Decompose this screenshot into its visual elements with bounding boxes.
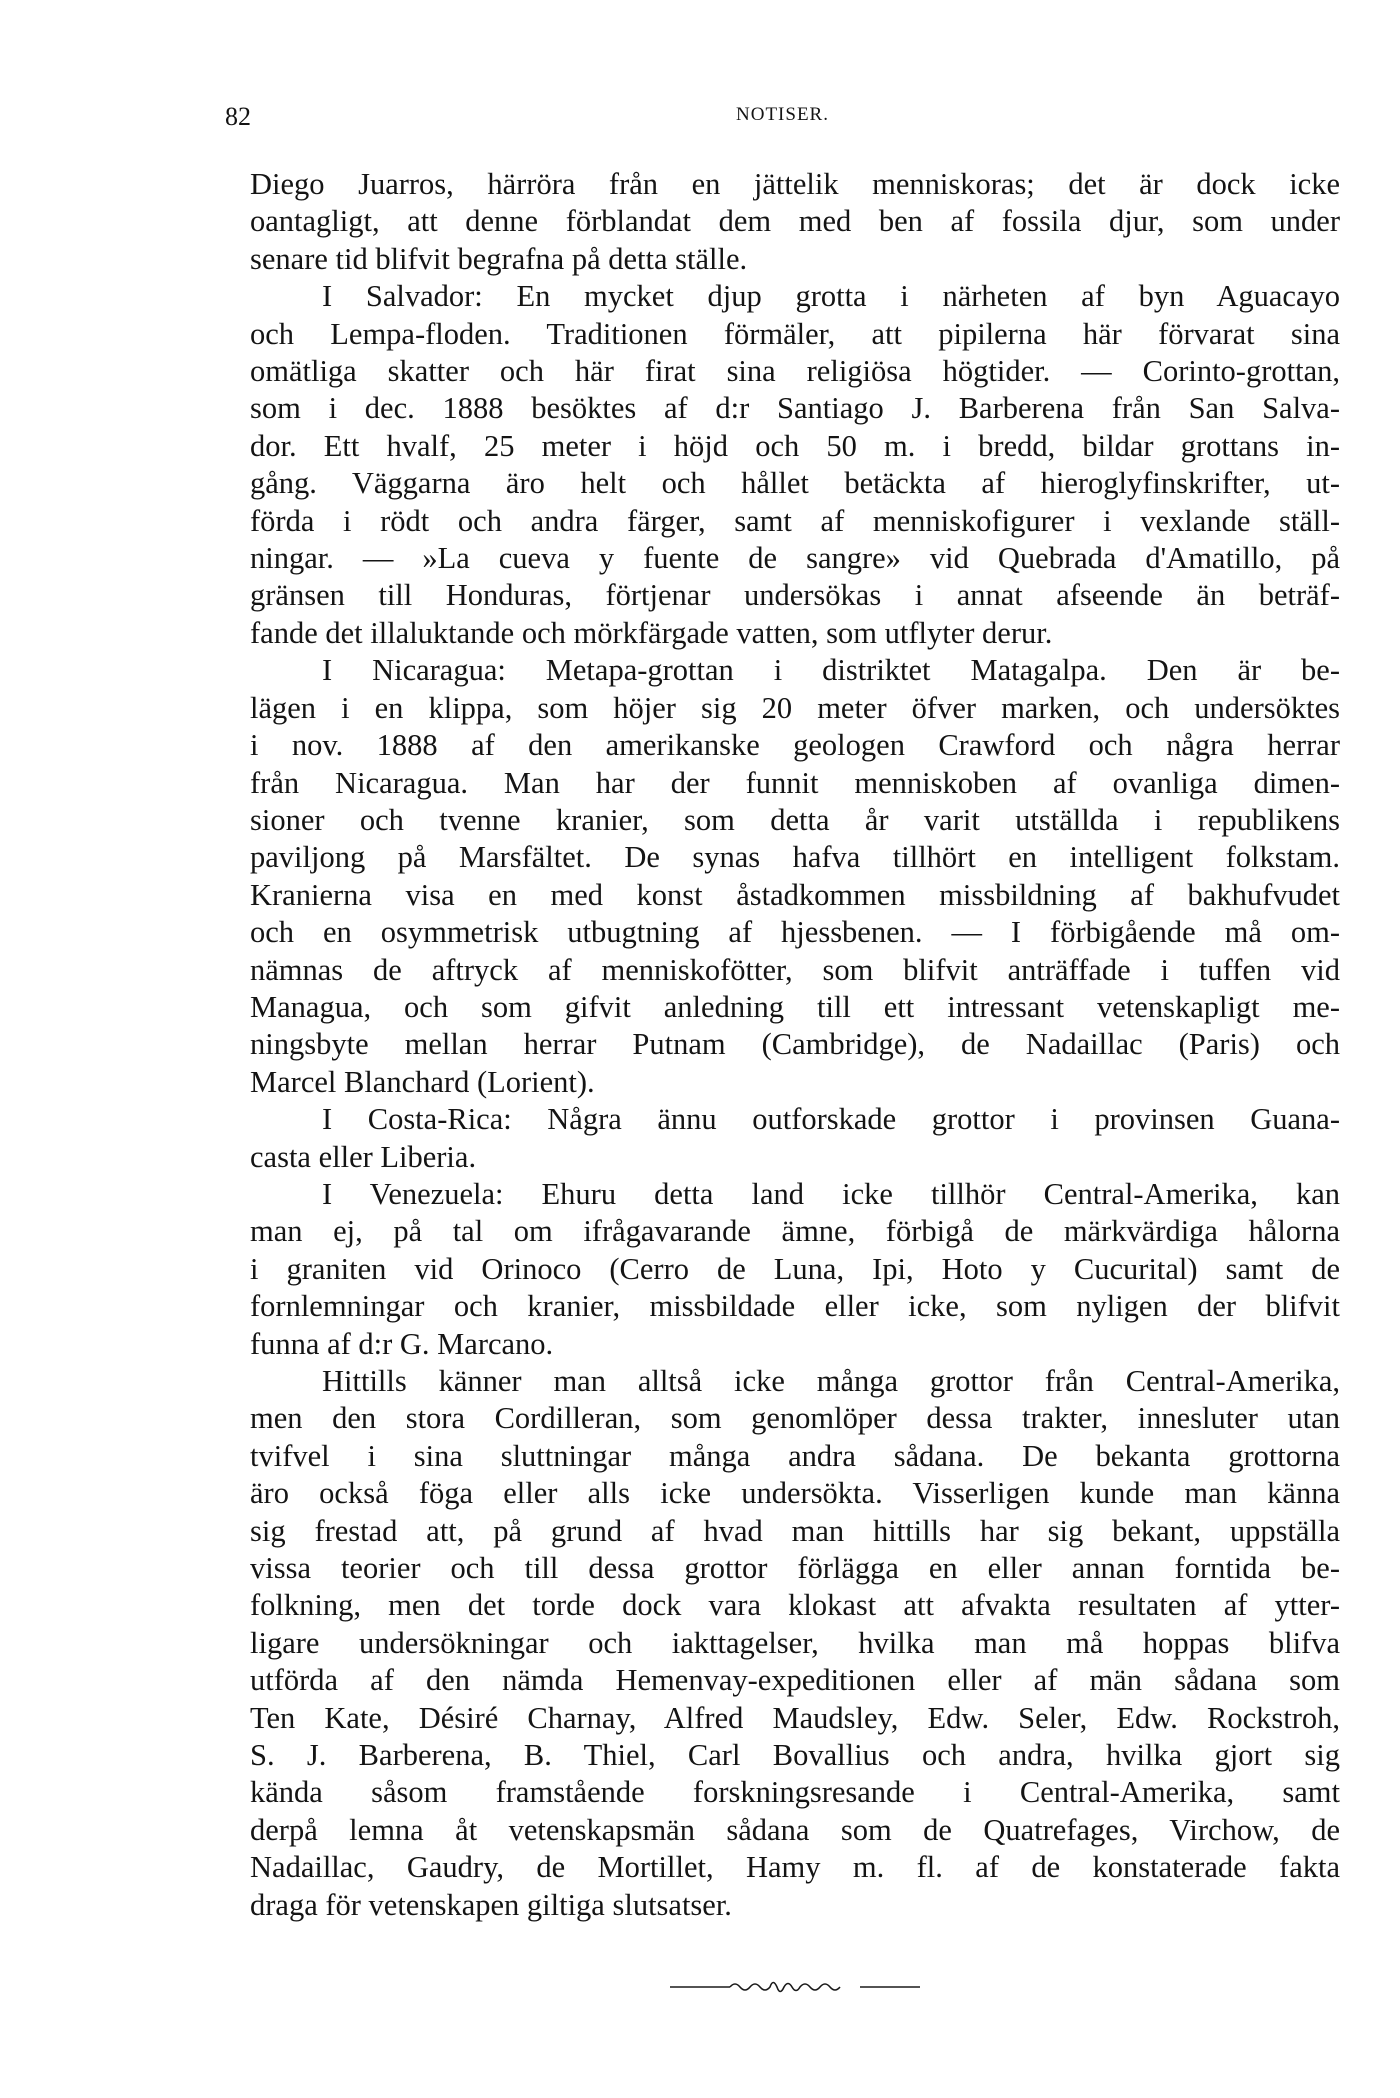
text-line: dor. Ett hvalf, 25 meter i höjd och 50 m. i bredd, bildar grottans in-: [250, 428, 1340, 463]
text-line: Ten Kate, Désiré Charnay, Alfred Maudsley, Edw. Seler, Edw. Rockstroh,: [250, 1700, 1340, 1735]
text-line: gång. Väggarna äro helt och hållet betäckta af hieroglyfinskrifter, ut-: [250, 466, 1340, 501]
text-line: kända såsom framstående forskningsresande i Central-Amerika, samt: [250, 1775, 1340, 1810]
text-line: ningar. — »La cueva y fuente de sangre» vid Quebrada d'Amatillo, på: [250, 541, 1340, 576]
text-line: i nov. 1888 af den amerikanske geologen Crawford och några herrar: [250, 728, 1340, 763]
text-line: nämnas de aftryck af menniskofötter, som blifvit anträffade i tuffen vid: [250, 952, 1340, 987]
text-line: äro också föga eller alls icke undersökta. Visserligen kunde man känna: [250, 1476, 1340, 1511]
text-line: fande det illaluktande och mörkfärgade vatten, som utflyter derur.: [250, 615, 1053, 650]
text-line: tvifvel i sina sluttningar många andra sådana. De bekanta grottorna: [250, 1438, 1340, 1473]
text-line: derpå lemna åt vetenskapsmän sådana som de Quatrefages, Virchow, de: [250, 1812, 1340, 1847]
page-header: [225, 102, 1340, 142]
text-line: ningsbyte mellan herrar Putnam (Cambridge), de Nadaillac (Paris) och: [250, 1027, 1340, 1062]
text-line: från Nicaragua. Man har der funnit menniskoben af ovanliga dimen-: [250, 765, 1340, 800]
body-text: [250, 166, 1340, 1924]
text-line: S. J. Barberena, B. Thiel, Carl Bovallius och andra, hvilka gjort sig: [250, 1738, 1340, 1773]
text-line: sig frestad att, på grund af hvad man hittills har sig bekant, uppställa: [250, 1513, 1340, 1548]
text-line: I Salvador: En mycket djup grotta i närheten af byn Aguacayo: [322, 279, 1340, 314]
text-line: casta eller Liberia.: [250, 1139, 477, 1174]
wavy-rule-ornament-icon: [670, 1975, 920, 1999]
text-line: gränsen till Honduras, förtjenar undersökas i annat afseende än beträf-: [250, 578, 1340, 613]
text-line: som i dec. 1888 besöktes af d:r Santiago J. Barberena från San Salva-: [250, 391, 1340, 426]
text-line: oantagligt, att denne förblandat dem med ben af fossila djur, som under: [250, 204, 1340, 239]
text-line: omätliga skatter och här firat sina religiösa högtider. — Corinto-grottan,: [250, 354, 1340, 389]
text-line: funna af d:r G. Marcano.: [250, 1326, 554, 1361]
text-line: Nadaillac, Gaudry, de Mortillet, Hamy m. fl. af de konstaterade fakta: [250, 1850, 1340, 1885]
text-line: draga för vetenskapen giltiga slutsatser.: [250, 1887, 732, 1922]
text-line: fornlemningar och kranier, missbildade eller icke, som nyligen der blifvit: [250, 1289, 1340, 1324]
text-line: ligare undersökningar och iakttagelser, hvilka man må hoppas blifva: [250, 1625, 1340, 1660]
text-line: man ej, på tal om ifrågavarande ämne, förbigå de märkvärdiga hålorna: [250, 1214, 1340, 1249]
text-line: förda i rödt och andra färger, samt af menniskofigurer i vexlande ställ-: [250, 503, 1340, 538]
text-line: och en osymmetrisk utbugtning af hjessbenen. — I förbigående må om-: [250, 915, 1340, 950]
text-line: vissa teorier och till dessa grottor förlägga en eller annan forntida be-: [250, 1551, 1340, 1586]
text-line: I Nicaragua: Metapa-grottan i distriktet Matagalpa. Den är be-: [322, 653, 1340, 688]
text-line: i graniten vid Orinoco (Cerro de Luna, Ipi, Hoto y Cucurital) samt de: [250, 1251, 1340, 1286]
text-line: senare tid blifvit begrafna på detta ställe.: [250, 241, 748, 276]
page-number: 82: [225, 102, 251, 131]
text-line: I Costa-Rica: Några ännu outforskade grottor i provinsen Guana-: [322, 1102, 1340, 1137]
text-line: men den stora Cordilleran, som genomlöper dessa trakter, innesluter utan: [250, 1401, 1340, 1436]
text-line: I Venezuela: Ehuru detta land icke tillhör Central-Amerika, kan: [322, 1176, 1340, 1211]
text-line: lägen i en klippa, som höjer sig 20 meter öfver marken, och undersöktes: [250, 690, 1340, 725]
text-line: Hittills känner man alltså icke många grottor från Central-Amerika,: [322, 1364, 1340, 1398]
text-line: Kranierna visa en med konst åstadkommen missbildning af bakhufvudet: [250, 877, 1340, 912]
text-line: och Lempa-floden. Traditionen förmäler, att pipilerna här förvarat sina: [250, 316, 1340, 351]
text-line: sioner och tvenne kranier, som detta år varit utställda i republikens: [250, 802, 1340, 837]
text-line: folkning, men det torde dock vara klokast att afvakta resultaten af ytter-: [250, 1588, 1340, 1623]
text-line: Diego Juarros, härröra från en jättelik menniskoras; det är dock icke: [250, 167, 1340, 201]
text-line: utförda af den nämda Hemenvay-expeditionen eller af män sådana som: [250, 1663, 1340, 1698]
text-line: paviljong på Marsfältet. De synas hafva tillhört en intelligent folkstam.: [250, 840, 1340, 875]
running-title: NOTISER.: [736, 104, 829, 125]
text-line: Managua, och som gifvit anledning till ett intressant vetenskapligt me-: [250, 989, 1340, 1024]
text-line: Marcel Blanchard (Lorient).: [250, 1064, 595, 1099]
